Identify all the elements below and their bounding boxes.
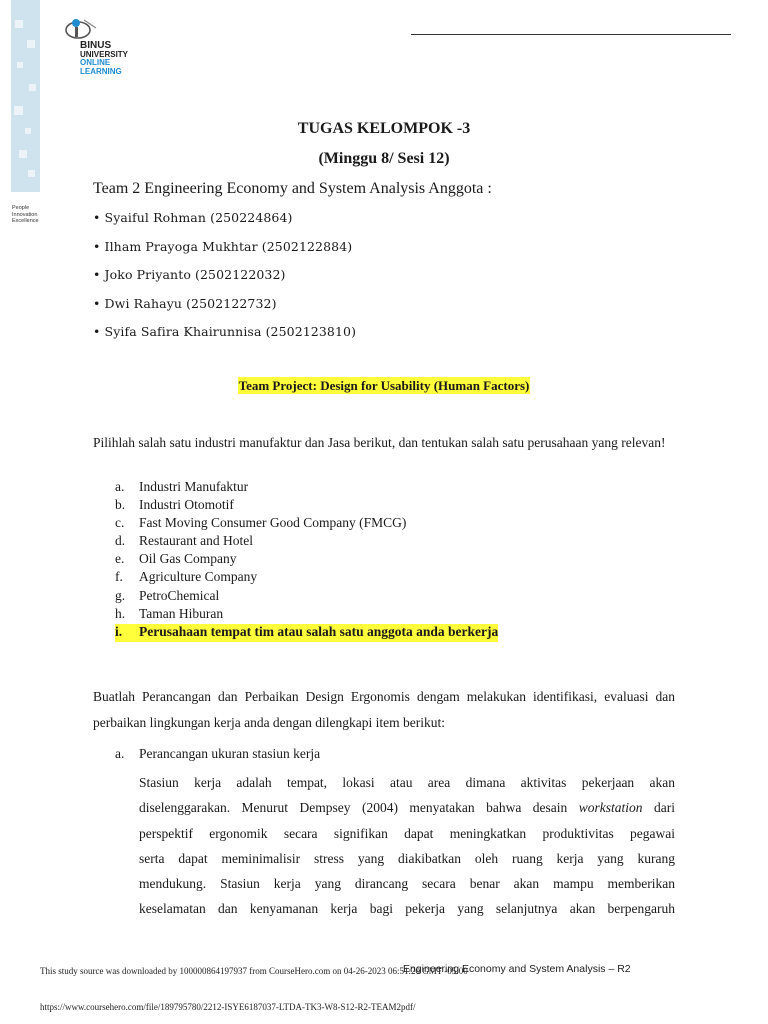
member-list — [93, 210, 356, 353]
member-item: • Dwi Rahayu (2502122732) — [93, 295, 277, 311]
source-note: This study source was downloaded by 100000864197937 from CourseHero.com on 04-26-2023 06:51:20 GMT -05:00 — [40, 966, 468, 976]
binus-logo — [62, 14, 142, 84]
option-item: c. Fast Moving Consumer Good Company (FMCG) — [115, 515, 407, 531]
source-url[interactable]: https://www.coursehero.com/file/189795780/2212-ISYE6187037-LTDA-TK3-W8-S12-R2-TEAM2pdf/ — [40, 1002, 416, 1012]
member-item: • Syaiful Rohman (250224864) — [93, 210, 293, 225]
industry-options — [115, 479, 498, 642]
body-line: mendukung. Stasiun kerja yang dirancang secara benar akan mampu memberikan — [139, 876, 675, 892]
team-heading: Team 2 Engineering Economy and System Analysis Anggota : — [93, 180, 492, 197]
body-line: Stasiun kerja adalah tempat, lokasi atau area dimana aktivitas pekerjaan akan — [139, 775, 675, 790]
instruction-paragraph: Buatlah Perancangan dan Perbaikan Design Ergonomis dengam melakukan identifikasi, evaluasi dan perbaikan lingkungan kerja anda dengan dilengkapi item berikut: — [93, 689, 675, 730]
project-title-highlight: Team Project: Design for Usability (Human Factors) — [238, 378, 530, 393]
option-item: h. Taman Hiburan — [115, 605, 224, 621]
document-title: TUGAS KELOMPOK -3 — [297, 120, 471, 137]
italic-term: workstation — [578, 800, 643, 816]
sub-item: a. Perancangan ukuran stasiun kerja — [115, 746, 321, 761]
option-item: a. Industri Manufaktur — [115, 479, 249, 494]
side-tagline: People Innovation Excellence — [12, 205, 39, 224]
header-rule — [411, 34, 731, 35]
member-item: • Joko Priyanto (2502122032) — [93, 267, 286, 282]
body-line: perspektif ergonomik secara signifikan dapat meningkatkan produktivitas pegawai — [139, 825, 675, 841]
option-item: b. Industri Otomotif — [115, 497, 234, 513]
running-title: Engineering Economy and System Analysis – R2 — [403, 963, 631, 975]
body-text — [139, 770, 675, 922]
member-item: • Syifa Safira Khairunnisa (2502123810) — [93, 324, 357, 339]
body-line: keselamatan dan kenyamanan kerja bagi pekerja yang selanjutnya akan berpengaruh — [139, 901, 675, 917]
option-item: d. Restaurant and Hotel — [115, 533, 253, 549]
option-item: f. Agriculture Company — [115, 569, 258, 585]
body-line: serta dapat meminimalisir stress yang diakibatkan oleh ruang kerja yang kurang — [139, 850, 675, 866]
logo-wordmark: BINUS UNIVERSITY ONLINE LEARNING — [80, 40, 129, 76]
option-item-highlighted: i. Perusahaan tempat tim atau salah satu anggota anda berkerja — [115, 624, 498, 642]
document-subtitle: (Minggu 8/ Sesi 12) — [318, 150, 450, 167]
project-title — [0, 377, 768, 395]
option-item: e. Oil Gas Company — [115, 551, 237, 567]
body-line: diselenggarakan. Menurut Dempsey (2004) menyatakan bahwa desain workstation dari — [139, 800, 676, 816]
member-item: • Ilham Prayoga Mukhtar (2502122884) — [93, 238, 353, 254]
intro-paragraph: Pilihlah salah satu industri manufaktur dan Jasa berikut, dan tentukan salah satu perusahaan yang relevan! — [93, 435, 666, 450]
option-item: g. PetroChemical — [115, 587, 220, 603]
